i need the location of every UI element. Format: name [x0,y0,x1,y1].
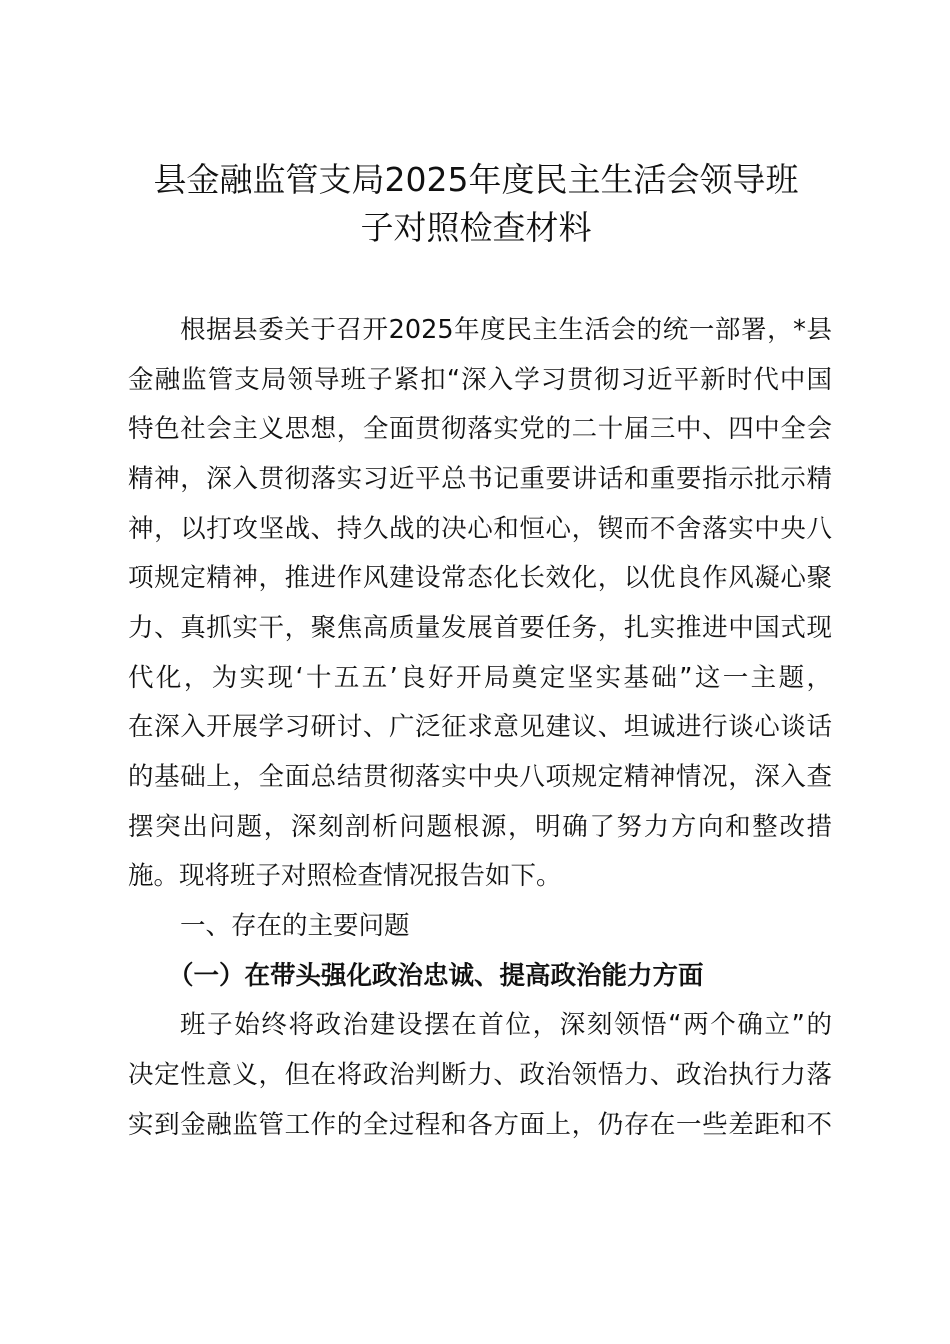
paragraph-line: 项规定精神，推进作风建设常态化长效化，以优良作风凝心聚 [128,563,832,593]
paragraph-line: 摆突出问题，深刻剖析问题根源，明确了努力方向和整改措 [128,812,832,842]
paragraph-line: 代化，为实现‘十五五’良好开局奠定坚实基础”这一主题， [128,663,832,693]
paragraph-line: 实到金融监管工作的全过程和各方面上，仍存在一些差距和不 [128,1110,832,1140]
paragraph-line: 决定性意义，但在将政治判断力、政治领悟力、政治执行力落 [128,1060,832,1090]
paragraph-line: 特色社会主义思想，全面贯彻落实党的二十届三中、四中全会 [128,414,832,444]
paragraph-line: 的基础上，全面总结贯彻落实中央八项规定精神情况，深入查 [128,762,832,792]
paragraph-line: 在深入开展学习研讨、广泛征求意见建议、坦诚进行谈心谈话 [128,712,832,742]
paragraph-line: 力、真抓实干，聚焦高质量发展首要任务，扎实推进中国式现 [128,613,832,643]
paragraph-line: 神，以打攻坚战、持久战的决心和恒心，锲而不舍落实中央八 [128,514,832,544]
title-line: 子对照检查材料 [360,208,592,247]
paragraph-line: 金融监管支局领导班子紧扣“深入学习贯彻习近平新时代中国 [128,365,832,395]
section-heading: 一、存在的主要问题 [180,911,410,941]
paragraph-line: 班子始终将政治建设摆在首位，深刻领悟“两个确立”的 [180,1010,832,1040]
title-line: 县金融监管支局2025年度民主生活会领导班 [153,160,799,199]
paragraph-line: 根据县委关于召开2025年度民主生活会的统一部署，*县 [180,315,832,345]
paragraph-line: 精神，深入贯彻落实习近平总书记重要讲话和重要指示批示精 [128,464,832,494]
subsection-heading: （一）在带头强化政治忠诚、提高政治能力方面 [168,961,704,991]
paragraph-line: 施。现将班子对照检查情况报告如下。 [128,861,562,891]
